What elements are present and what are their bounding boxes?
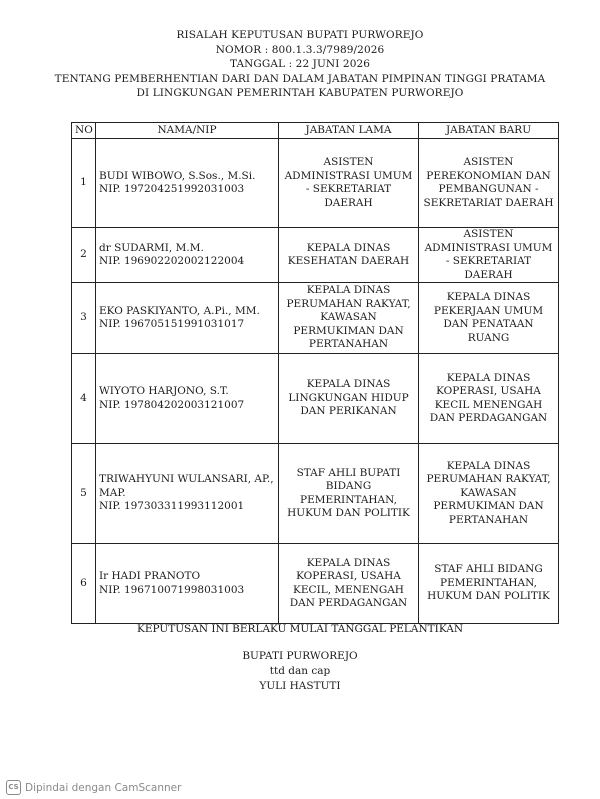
official-name: TRIWAHYUNI WULANSARI, AP., MAP.	[99, 473, 274, 499]
old-position: KEPALA DINAS KESEHATAN DAERAH	[279, 228, 419, 283]
official-nip: NIP. 196902202002122004	[99, 255, 245, 267]
header-date: TANGGAL : 22 JUNI 2026	[229, 58, 371, 70]
column-header-no: NO	[72, 123, 96, 139]
table-header-row	[72, 123, 559, 139]
signer-title: BUPATI PURWOREJO	[242, 650, 358, 662]
row-number: 2	[72, 228, 96, 283]
official-name: EKO PASKIYANTO, A.Pi., MM.	[99, 304, 260, 317]
table-row	[72, 544, 559, 624]
scanner-watermark	[6, 780, 181, 795]
official-nip: NIP. 197204251992031003	[99, 183, 245, 195]
column-header-old-position: JABATAN LAMA	[279, 123, 419, 139]
column-header-new-position: JABATAN BARU	[419, 123, 559, 139]
header-title: RISALAH KEPUTUSAN BUPATI PURWOREJO	[176, 29, 424, 41]
official-name: dr SUDARMI, M.M.	[99, 241, 204, 254]
signature-block	[0, 649, 600, 694]
name-cell	[96, 139, 279, 228]
header-subject-line2: DI LINGKUNGAN PEMERINTAH KABUPATEN PURWOREJO	[136, 87, 464, 99]
effective-statement: KEPUTUSAN INI BERLAKU MULAI TANGGAL PELANTIKAN	[136, 623, 464, 635]
official-nip: NIP. 196705151991031017	[99, 318, 245, 330]
header-subject-line1: TENTANG PEMBERHENTIAN DARI DAN DALAM JABATAN PIMPINAN TINGGI PRATAMA	[54, 72, 546, 85]
appointments-table	[71, 122, 559, 624]
table-row	[72, 444, 559, 544]
table-row	[72, 139, 559, 228]
name-cell	[96, 544, 279, 624]
name-cell	[96, 228, 279, 283]
column-header-name: NAMA/NIP	[96, 123, 279, 139]
watermark-text: Dipindai dengan CamScanner	[25, 781, 182, 794]
old-position: KEPALA DINAS LINGKUNGAN HIDUP DAN PERIKANAN	[279, 354, 419, 444]
header-number: NOMOR : 800.1.3.3/7989/2026	[215, 43, 385, 56]
new-position: ASISTEN ADMINISTRASI UMUM - SEKRETARIAT DAERAH	[419, 228, 559, 283]
table-row	[72, 283, 559, 354]
old-position: STAF AHLI BUPATI BIDANG PEMERINTAHAN, HUKUM DAN POLITIK	[279, 444, 419, 544]
row-number: 3	[72, 283, 96, 354]
new-position: KEPALA DINAS PEKERJAAN UMUM DAN PENATAAN RUANG	[419, 283, 559, 354]
table-row	[72, 354, 559, 444]
row-number: 4	[72, 354, 96, 444]
official-name: WIYOTO HARJONO, S.T.	[99, 385, 229, 397]
old-position: KEPALA DINAS KOPERASI, USAHA KECIL, MENENGAH DAN PERDAGANGAN	[279, 544, 419, 624]
official-nip: NIP. 196710071998031003	[99, 583, 245, 596]
row-number: 1	[72, 139, 96, 228]
table-row	[72, 228, 559, 283]
sign-note: ttd dan cap	[269, 665, 331, 677]
old-position: KEPALA DINAS PERUMAHAN RAKYAT, KAWASAN PERMUKIMAN DAN PERTANAHAN	[279, 283, 419, 354]
new-position: KEPALA DINAS KOPERASI, USAHA KECIL MENENGAH DAN PERDAGANGAN	[419, 354, 559, 444]
official-nip: NIP. 197303311993112001	[99, 500, 245, 513]
name-cell	[96, 354, 279, 444]
signer-name: YULI HASTUTI	[259, 680, 341, 692]
new-position: ASISTEN PEREKONOMIAN DAN PEMBANGUNAN - SEKRETARIAT DAERAH	[419, 139, 559, 228]
document-header	[0, 28, 600, 101]
row-number: 5	[72, 444, 96, 544]
row-number: 6	[72, 544, 96, 624]
name-cell	[96, 444, 279, 544]
official-name: BUDI WIBOWO, S.Sos., M.Si.	[99, 169, 256, 182]
new-position: STAF AHLI BIDANG PEMERINTAHAN, HUKUM DAN POLITIK	[419, 544, 559, 624]
camscanner-logo-icon: CS	[6, 780, 21, 795]
official-nip: NIP. 197804202003121007	[99, 398, 245, 411]
old-position: ASISTEN ADMINISTRASI UMUM - SEKRETARIAT DAERAH	[279, 139, 419, 228]
new-position: KEPALA DINAS PERUMAHAN RAKYAT, KAWASAN PERMUKIMAN DAN PERTANAHAN	[419, 444, 559, 544]
name-cell	[96, 283, 279, 354]
official-name: Ir HADI PRANOTO	[99, 570, 201, 582]
